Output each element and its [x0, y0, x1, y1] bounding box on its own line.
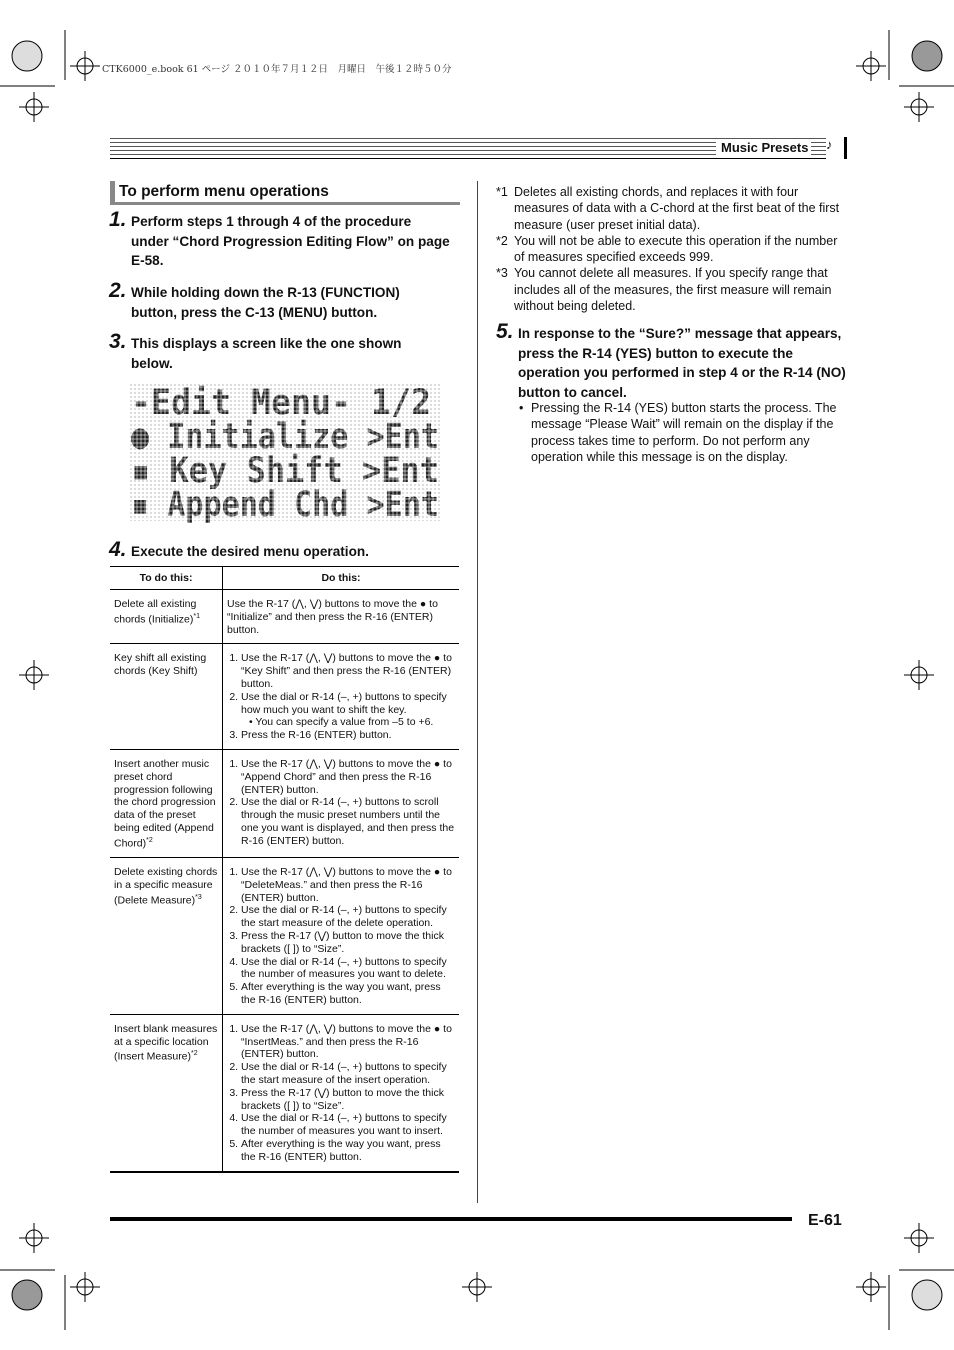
list-item: 1. Use the R-17 (⋀, ⋁) buttons to move the ● to “DeleteMeas.” and then press the R-16 (ENTER) button. — [241, 866, 455, 904]
list-item: 3. Press the R-17 (⋁) button to move the thick brackets ([ ]) to “Size”. — [241, 1087, 455, 1113]
table-header: To do this: — [110, 567, 223, 590]
table-cell-what: Delete all existing chords (Initialize)$^{*1}$ — [110, 590, 223, 644]
list-item: 3. Press the R-17 (⋁) button to move the thick brackets ([ ]) to “Size”. — [241, 930, 455, 956]
section-title: To perform menu operations — [110, 181, 460, 205]
footnote: *1 Deletes all existing chords, and replaces it with four measures of data with a C-chord at the first beat of the first measure (user preset initial data). — [496, 185, 840, 232]
operations-table — [110, 566, 459, 1173]
table-cell-what: Delete existing chords in a specific measure (Delete Measure)$^{*3}$ — [110, 858, 223, 1015]
lcd-line: ▪ Key Shift >Ent — [131, 451, 465, 491]
footnote: *3 You cannot delete all measures. If you specify range that includes all of the measures, the first measure will remain without being deleted. — [496, 266, 832, 314]
step-number: 5. — [496, 320, 514, 343]
list-item: 1. Use the R-17 (⋀, ⋁) buttons to move the ● to “Append Chord” and then press the R-16 (ENTER) button. — [241, 758, 455, 796]
step-text: In response to the “Sure?” message that appears, press the R-14 (YES) button to execute the operation you performed in step 4 or the R-14 (NO) button to cancel. — [518, 326, 846, 400]
lcd-line: ▪ Append Chd >Ent — [131, 485, 484, 525]
table-row — [110, 1014, 459, 1171]
list-item: 1. Use the R-17 (⋀, ⋁) buttons to move the ● to “Key Shift” and then press the R-16 (ENTER) button. — [241, 652, 455, 690]
lcd-line: -Edit Menu- 1/2 — [131, 383, 431, 423]
column-divider — [477, 181, 478, 1203]
footnotes — [496, 184, 846, 314]
step-number: 2. — [109, 279, 127, 302]
list-item: 2. Use the dial or R-14 (–, +) buttons to specify the start measure of the insert operation. — [241, 1061, 455, 1087]
list-item: 2. Use the dial or R-14 (–, +) buttons to scroll through the music preset numbers until the one you want is displayed, and then press the R-16 (ENTER) button. — [241, 796, 455, 847]
sub-bullet: You can specify a value from –5 to +6. — [255, 716, 434, 729]
lcd-line: ● Initialize >Ent — [131, 417, 484, 457]
table-cell-what: Insert blank measures at a specific location (Insert Measure)$^{*2}$ — [110, 1014, 223, 1171]
list-item: 4. Use the dial or R-14 (–, +) buttons to specify the number of measures you want to insert. — [241, 1112, 455, 1138]
lcd-lines — [131, 383, 484, 525]
list-item: 3. Press the R-16 (ENTER) button. — [241, 729, 455, 742]
step5-bullet: • Pressing the R-14 (YES) button starts the process. The message “Please Wait” will remain on the display if the process takes time to perform. Do not perform any operation while this message is on the display. — [519, 401, 837, 464]
table-header: Do this: — [223, 567, 460, 590]
step-number: 3. — [109, 330, 127, 353]
list-item: 5. After everything is the way you want, press the R-16 (ENTER) button. — [241, 1138, 455, 1164]
step-text: Perform steps 1 through 4 of the procedure under “Chord Progression Editing Flow” on page E-58. — [131, 214, 450, 268]
music-note-icon: ♪ — [826, 137, 847, 159]
table-cell-what: Key shift all existing chords (Key Shift) — [110, 644, 223, 750]
list-item: 2. Use the dial or R-14 (–, +) buttons to specify the start measure of the delete operation. — [241, 904, 455, 930]
table-cell-how: Use the R-17 (⋀, ⋁) buttons to move the ● to “Initialize” and then press the R-16 (ENTER) button. — [223, 590, 460, 644]
table-row — [110, 590, 459, 644]
footer-bar — [110, 1217, 792, 1221]
table-row — [110, 858, 459, 1015]
table-cell-how — [223, 1014, 460, 1171]
step-text: Execute the desired menu operation. — [131, 544, 369, 559]
step-number: 1. — [109, 208, 127, 231]
step-number: 4. — [109, 538, 127, 561]
table-row — [110, 644, 459, 750]
table-cell-how — [223, 858, 460, 1015]
print-header: CTK6000_e.book 61 ページ ２０１０年７月１２日 月曜日 午後１２時５０分 — [102, 64, 452, 75]
footnote: *2 You will not be able to execute this operation if the number of measures specified exceeds 999. — [496, 233, 838, 265]
table-cell-how — [223, 749, 460, 857]
lcd-screen — [129, 383, 484, 525]
list-item: 5. After everything is the way you want, press the R-16 (ENTER) button. — [241, 981, 455, 1007]
list-item: 4. Use the dial or R-14 (–, +) buttons to specify the number of measures you want to delete. — [241, 956, 455, 982]
list-item: 2. Use the dial or R-14 (–, +) buttons to specify how much you want to shift the key. • You can specify a value from –5 to +6. — [241, 691, 455, 729]
step-text: While holding down the R-13 (FUNCTION) button, press the C-13 (MENU) button. — [131, 285, 400, 320]
table-cell-how — [223, 644, 460, 750]
list-item: 1. Use the R-17 (⋀, ⋁) buttons to move the ● to “InsertMeas.” and then press the R-16 (ENTER) button. — [241, 1023, 455, 1061]
table-cell-what: Insert another music preset chord progression following the chord progression data of the preset being edited (Append Chord)$^{*2}$ — [110, 749, 223, 857]
table-row — [110, 749, 459, 857]
lcd-display — [129, 383, 484, 525]
running-head: Music Presets — [716, 139, 811, 156]
page-number: E-61 — [808, 1212, 842, 1229]
step-text: This displays a screen like the one shown below. — [131, 336, 402, 371]
